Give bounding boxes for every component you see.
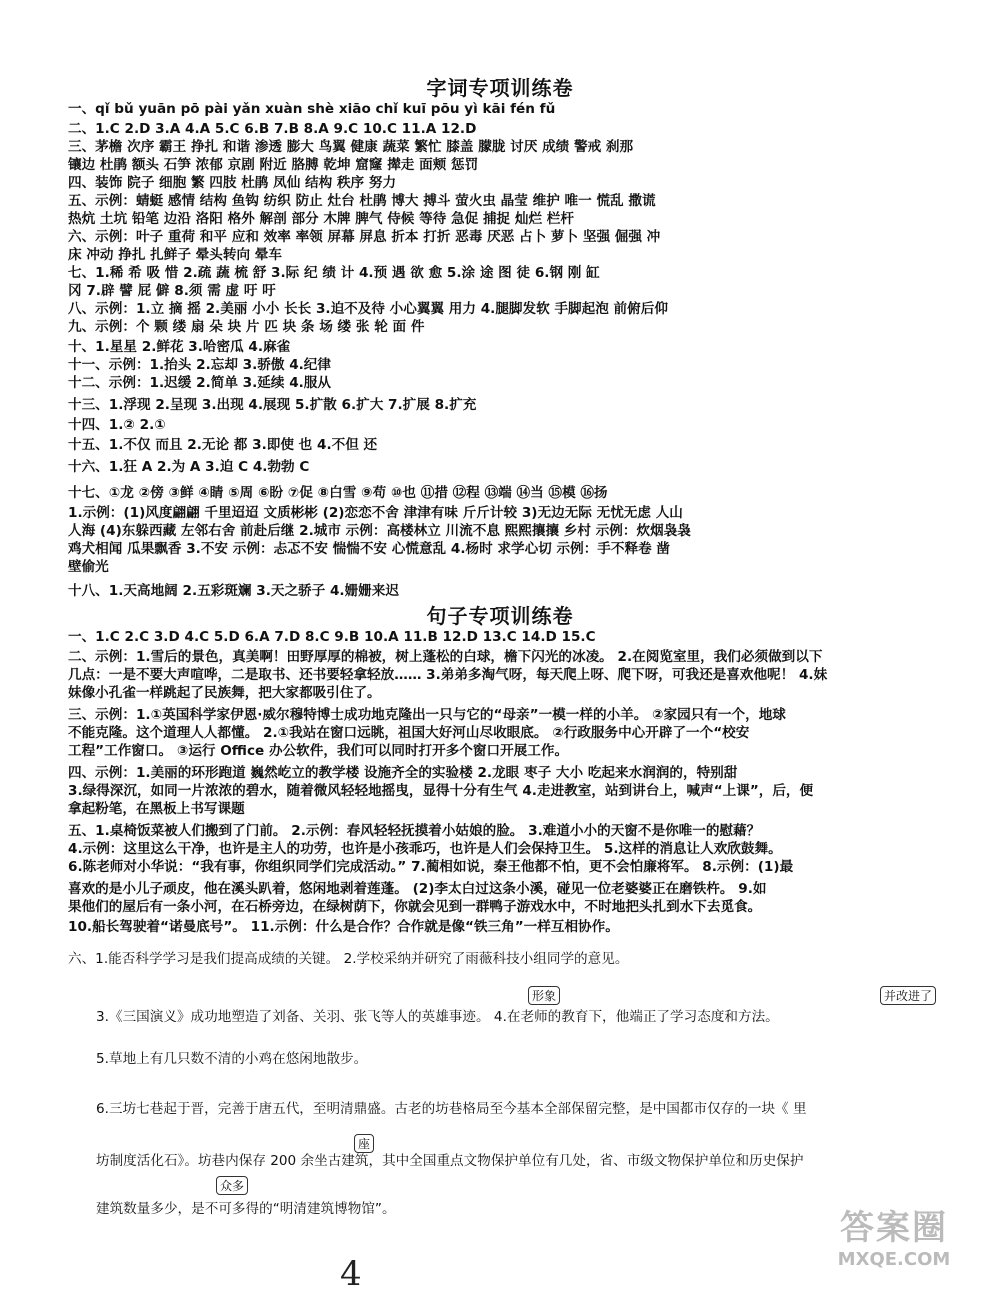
answer-line: 一、qǐ bǔ yuān pō pài yǎn xuàn shè xiāo chǐ kuī pōu yì kāi fén fǔ: [68, 101, 556, 117]
answer-line: 壁偷光: [68, 559, 109, 575]
edit-line: 3.《三国演义》成功地塑造了刘备、关羽、张飞等人的英雄事迹。 4.在老师的教育下，他端正了学习态度和方法。: [96, 1009, 779, 1025]
answer-line: 几点：一是不要大声喧哗，二是取书、还书要轻拿轻放…… 3.弟弟多淘气呀，每天爬上呀、爬下呀，可我还是喜欢他呢！ 4.妹: [68, 667, 828, 683]
answer-line: 冈 7.辟 譬 屁 僻 8.须 需 虚 吁 吁: [68, 283, 276, 299]
edit-line: 5.草地上有几只数不清的小鸡在悠闲地散步。: [96, 1051, 368, 1067]
answer-line: 四、示例：1.美丽的环形跑道 巍然屹立的教学楼 设施齐全的实验楼 2.龙眼 枣子 大小 吃起来水润润的，特别甜: [68, 765, 738, 781]
answer-line: 十七、①龙 ②傍 ③鲜 ④睛 ⑤周 ⑥盼 ⑦促 ⑧白雪 ⑨苟 ⑩也 ⑪措 ⑫程 ⑬端 ⑭当 ⑮模 ⑯扬: [68, 485, 608, 501]
answer-line: 五、示例：蜻蜓 感情 结构 鱼钩 纺织 防止 灶台 杜鹃 博大 搏斗 萤火虫 晶莹 维护 唯一 慌乱 撒谎: [68, 193, 656, 209]
handwritten-page-number: 4: [340, 1254, 362, 1294]
correction-mark: 座: [354, 1134, 374, 1153]
answer-line: 一、1.C 2.C 3.D 4.C 5.D 6.A 7.D 8.C 9.B 10.A 11.B 12.D 13.C 14.D 15.C: [68, 629, 596, 645]
watermark-logo-text: 答案圈: [840, 1208, 948, 1248]
edit-line: 坊制度活化石》。坊巷内保存 200 余坐古建筑，其中全国重点文物保护单位有几处，省、市级文物保护单位和历史保护: [96, 1153, 804, 1169]
answer-line: 热炕 土坑 铅笔 边沿 洛阳 格外 解剖 部分 木牌 脾气 侍候 等待 急促 捕捉 灿烂 栏杆: [68, 211, 574, 227]
edit-line: 建筑数量多少，是不可多得的“明清建筑博物馆”。: [96, 1201, 396, 1217]
answer-line: 10.船长驾驶着“诺曼底号”。 11.示例：什么是合作？合作就是像“铁三角”一样互相协作。: [68, 919, 619, 935]
correction-mark: 众多: [216, 1176, 248, 1195]
answer-line: 6.陈老师对小华说：“我有事，你组织同学们完成活动。” 7.蔺相如说，秦王他都不怕，更不会怕廉将军。 8.示例：(1)最: [68, 859, 794, 875]
answer-line: 鸡犬相闻 瓜果飘香 3.不安 示例：忐忑不安 惴惴不安 心慌意乱 4.杨时 求学心切 示例：手不释卷 凿: [68, 541, 670, 557]
answer-line: 妹像小孔雀一样跳起了民族舞，把大家都吸引住了。: [68, 685, 381, 701]
sentence-section-title: 句子专项训练卷: [426, 604, 574, 628]
correction-mark: 并改进了: [880, 986, 936, 1005]
answer-line: 六、示例：叶子 重荷 和平 应和 效率 率领 屏幕 屏息 折本 打折 恶毒 厌恶 占卜 萝卜 坚强 倔强 冲: [68, 229, 661, 245]
answer-line: 人海 (4)东躲西藏 左邻右舍 前赴后继 2.城市 示例：高楼林立 川流不息 熙熙攘攘 乡村 示例：炊烟袅袅: [68, 523, 691, 539]
answer-line: 十四、1.② 2.①: [68, 417, 166, 433]
answer-line: 二、1.C 2.D 3.A 4.A 5.C 6.B 7.B 8.A 9.C 10.C 11.A 12.D: [68, 121, 477, 137]
answer-line: 十六、1.狂 A 2.为 A 3.迫 C 4.勃勃 C: [68, 459, 310, 475]
answer-line: 4.示例：这里这么干净，也许是主人的功劳，也许是小孩乖巧，也许是人们会保持卫生。 5.这样的消息让人欢欣鼓舞。: [68, 841, 782, 857]
answer-line: 镶边 杜鹃 额头 石笋 浓郁 京剧 附近 胳膊 乾坤 窟窿 撵走 面颊 惩罚: [68, 157, 479, 173]
site-watermark: [806, 1200, 982, 1296]
answer-line: 不能克隆。这个道理人人都懂。 2.①我站在窗口远眺，祖国大好河山尽收眼底。 ②行政服务中心开辟了一个“校安: [68, 725, 750, 741]
edit-line: 6.三坊七巷起于晋，完善于唐五代，至明清鼎盛。古老的坊巷格局至今基本全部保留完整，是中国都市仅存的一块《 里: [96, 1101, 807, 1117]
answer-line: 三、茅檐 次序 霸王 挣扎 和谐 渗透 膨大 鸟翼 健康 蔬菜 繁忙 膝盖 朦胧 讨厌 成绩 警戒 刹那: [68, 139, 634, 155]
answer-line: 三、示例：1.①英国科学家伊恩·威尔穆特博士成功地克隆出一只与它的“母亲”一模一样的小羊。 ②家园只有一个，地球: [68, 707, 786, 723]
answer-line: 十五、1.不仅 而且 2.无论 都 3.即使 也 4.不但 还: [68, 437, 378, 453]
answer-line: 八、示例：1.立 摘 摇 2.美丽 小小 长长 3.迫不及待 小心翼翼 用力 4.腿脚发软 手脚起泡 前俯后仰: [68, 301, 668, 317]
answer-line: 1.示例：(1)风度翩翩 千里迢迢 文质彬彬 (2)恋恋不舍 津津有味 斤斤计较 3)无边无际 无忧无虑 人山: [68, 505, 683, 521]
answer-line: 3.绿得深沉，如同一片浓浓的碧水，随着微风轻轻地摇曳，显得十分有生气 4.走进教室，站到讲台上，喊声“上课”，后，便: [68, 783, 814, 799]
answer-line: 九、示例：个 颗 缕 扇 朵 块 片 匹 块 条 场 缕 张 轮 面 件: [68, 319, 425, 335]
watermark-url: MXQE.COM: [837, 1249, 951, 1270]
answer-line: 十一、示例：1.抬头 2.忘却 3.骄傲 4.纪律: [68, 357, 331, 373]
correction-mark: 形象: [528, 986, 560, 1005]
answer-line: 十、1.星星 2.鲜花 3.哈密瓜 4.麻雀: [68, 339, 291, 355]
answer-line: 七、1.稀 希 吸 惜 2.疏 蔬 梳 舒 3.际 纪 绩 计 4.预 遇 欲 愈 5.涂 途 图 徒 6.钢 刚 缸: [68, 265, 600, 281]
word-section-title: 字词专项训练卷: [426, 76, 574, 100]
answer-line: 十八、1.天高地阔 2.五彩斑斓 3.天之骄子 4.姗姗来迟: [68, 583, 399, 599]
answer-line: 床 冲动 挣扎 扎鲜子 晕头转向 晕车: [68, 247, 282, 263]
answer-line: 十三、1.浮现 2.呈现 3.出现 4.展现 5.扩散 6.扩大 7.扩展 8.扩充: [68, 397, 477, 413]
answer-line: 二、示例：1.雪后的景色，真美啊！田野厚厚的棉被，树上蓬松的白球，檐下闪光的冰凌。 2.在阅览室里，我们必须做到以下: [68, 649, 823, 665]
answer-line: 喜欢的是小儿子顽皮，他在溪头趴着，悠闲地剥着莲蓬。 (2)李太白过这条小溪，碰见一位老婆婆正在磨铁杵。 9.如: [68, 881, 767, 897]
edit-line: 六、1.能否科学学习是我们提高成绩的关键。 2.学校采纳并研究了雨薇科技小组同学的意见。: [68, 951, 629, 967]
answer-line: 十二、示例：1.迟缓 2.简单 3.延续 4.服从: [68, 375, 331, 391]
answer-line: 四、装饰 院子 细胞 繁 四肢 杜鹃 凤仙 结构 秩序 努力: [68, 175, 397, 191]
answer-line: 工程”工作窗口。 ③运行 Office 办公软件，我们可以同时打开多个窗口开展工作。: [68, 743, 569, 759]
answer-line: 拿起粉笔，在黑板上书写课题: [68, 801, 245, 817]
answer-line: 五、1.桌椅饭菜被人们搬到了门前。 2.示例：春风轻轻抚摸着小姑娘的脸。 3.难道小小的天窗不是你唯一的慰藉？: [68, 823, 761, 839]
answer-line: 果他们的屋后有一条小河，在石桥旁边，在绿树荫下，你就会见到一群鸭子游戏水中，不时地把头扎到水下去觅食。: [68, 899, 762, 915]
